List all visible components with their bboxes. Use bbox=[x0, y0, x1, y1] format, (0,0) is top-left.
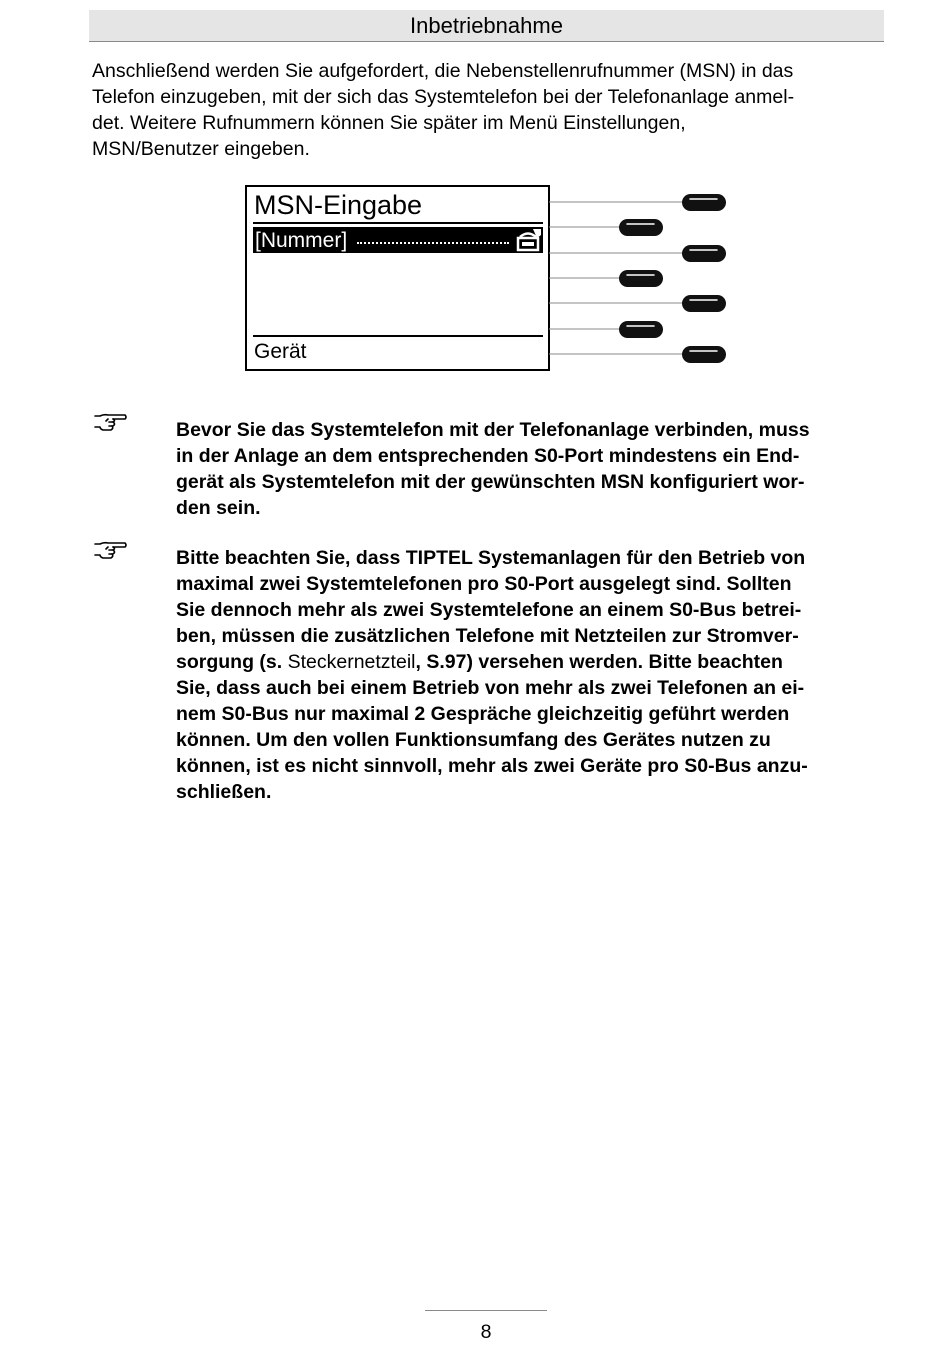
intro-line: Anschließend werden Sie aufgefordert, die Nebenstellenrufnummer (MSN) in das bbox=[92, 60, 794, 82]
selected-item-label: [Nummer] bbox=[255, 229, 348, 252]
intro-line: det. Weitere Rufnummern können Sie später im Menü Einstellungen, bbox=[92, 112, 686, 134]
display-divider-bottom bbox=[253, 335, 543, 337]
note-line: können. Um den vollen Funktionsumfang des Gerätes nutzen zu bbox=[176, 729, 771, 751]
note-line: nem S0-Bus nur maximal 2 Gespräche gleichzeitig geführt werden bbox=[176, 703, 790, 725]
softkey-5[interactable] bbox=[682, 295, 726, 312]
softkey-3[interactable] bbox=[682, 245, 726, 262]
display-selected-item bbox=[253, 227, 543, 253]
pointing-hand-icon bbox=[94, 540, 128, 562]
display-divider-top bbox=[253, 222, 543, 224]
footer-divider bbox=[425, 1310, 547, 1311]
selected-item-dots bbox=[357, 242, 509, 244]
note-line bbox=[176, 649, 886, 675]
cross-reference-link[interactable]: Steckernetzteil bbox=[287, 651, 416, 673]
note-line: den sein. bbox=[176, 497, 261, 519]
softkey-diagram bbox=[549, 185, 729, 370]
note-text: , S.97) versehen werden. Bitte beachten bbox=[415, 651, 783, 673]
softkey-2[interactable] bbox=[619, 219, 663, 236]
note-line: gerät als Systemtelefon mit der gewünschten MSN konfiguriert wor- bbox=[176, 471, 805, 493]
phone-edit-icon bbox=[516, 228, 542, 252]
header-title: Inbetriebnahme bbox=[410, 13, 563, 38]
note-line: ben, müssen die zusätzlichen Telefone mit Netzteilen zur Stromver- bbox=[176, 625, 799, 647]
note-line: Bitte beachten Sie, dass TIPTEL Systemanlagen für den Betrieb von bbox=[176, 547, 806, 569]
note-line: Bevor Sie das Systemtelefon mit der Telefonanlage verbinden, muss bbox=[176, 419, 810, 441]
note-line: Sie dennoch mehr als zwei Systemtelefone an einem S0-Bus betrei- bbox=[176, 599, 802, 621]
note-line: in der Anlage an dem entsprechenden S0-Port mindestens ein End- bbox=[176, 445, 800, 467]
intro-line: MSN/Benutzer eingeben. bbox=[92, 138, 310, 160]
softkey-1[interactable] bbox=[682, 194, 726, 211]
note-line: maximal zwei Systemtelefonen pro S0-Port ausgelegt sind. Sollten bbox=[176, 573, 792, 595]
note-text: sorgung (s. bbox=[176, 651, 288, 673]
note-paragraph bbox=[176, 545, 886, 805]
intro-paragraph bbox=[92, 58, 882, 162]
pointing-hand-icon bbox=[94, 412, 128, 434]
display-softkey-label: Gerät bbox=[254, 340, 307, 363]
note-line: schließen. bbox=[176, 781, 272, 803]
softkey-6[interactable] bbox=[619, 321, 663, 338]
phone-display bbox=[245, 185, 550, 371]
note-paragraph bbox=[176, 417, 886, 521]
softkey-7[interactable] bbox=[682, 346, 726, 363]
intro-line: Telefon einzugeben, mit der sich das Systemtelefon bei der Telefonanlage anmel- bbox=[92, 86, 795, 108]
softkey-4[interactable] bbox=[619, 270, 663, 287]
display-title: MSN-Eingabe bbox=[254, 190, 423, 220]
page-header bbox=[89, 10, 884, 42]
page-number: 8 bbox=[480, 1321, 492, 1343]
softkey-buttons bbox=[619, 194, 726, 363]
note-line: Sie, dass auch bei einem Betrieb von mehr als zwei Telefonen an ei- bbox=[176, 677, 805, 699]
note-line: können, ist es nicht sinnvoll, mehr als zwei Geräte pro S0-Bus anzu- bbox=[176, 755, 808, 777]
